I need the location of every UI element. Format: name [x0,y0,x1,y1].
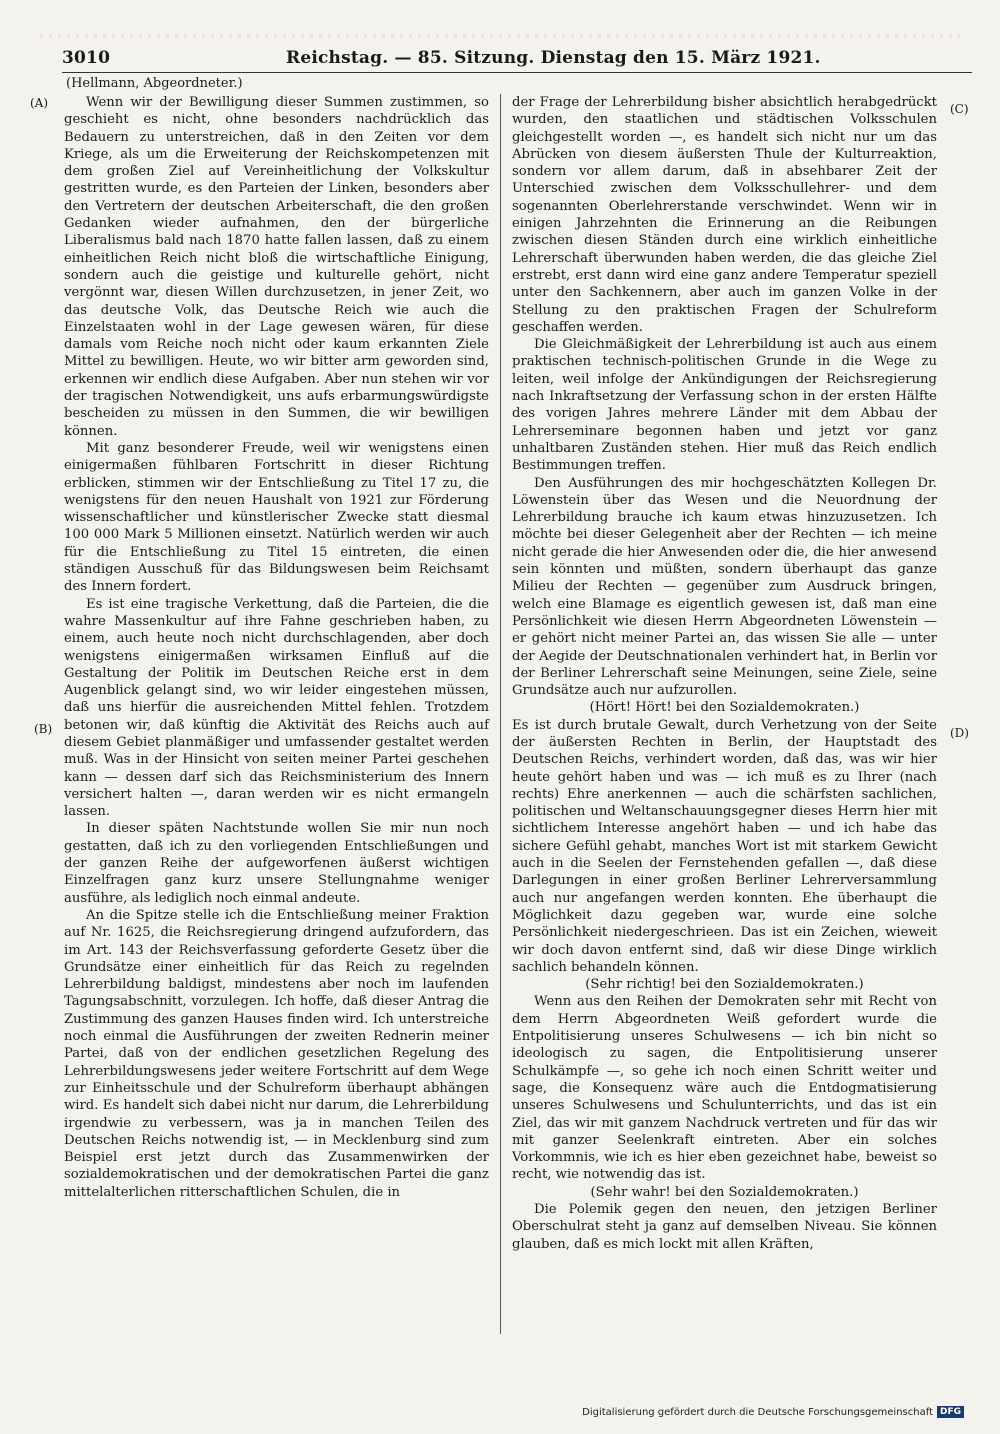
left-column [64,94,489,1201]
margin-mark-d: (D) [950,726,969,740]
page-number: 3010 [62,48,111,68]
paragraph: Den Ausführungen des mir hochgeschätzten Kollegen Dr. Löwenstein über das Wesen und die Neuordnung der Lehrerbildung brauche ich kaum etwas hinzuzusetzen. Ich möchte bei dieser Gelegenheit aber der Rechten — ich meine nicht gerade die hier Anwesenden oder die, die hier anwesend sein könnten und müßten, sondern überhaupt das ganze Milieu der Rechten — gegenüber zum Ausdruck bringen, welch eine Blamage es eigentlich gewesen ist, daß man eine Persönlichkeit wie diesen Herrn Abgeordneten Löwenstein — er gehört nicht meiner Partei an, das wissen Sie alle — unter der Aegide der Deutschnationalen verhindert hat, in Berlin vor der Berliner Lehrerschaft seine Meinungen, seine Ziele, seine Grundsätze auch nur aufzurollen. [512,475,937,699]
header-rule [62,72,972,73]
right-column [512,94,937,1253]
margin-mark-a: (A) [30,96,49,110]
paragraph: In dieser späten Nachtstunde wollen Sie mir nun noch gestatten, daß ich zu den vorliegenden Entschließungen und der ganzen Reihe der aufgeworfenen äußerst wichtigen Einzelfragen ganz kurz unsere Stellungnahme weniger ausführe, als lediglich noch einmal andeute. [64,821,489,906]
margin-mark-b: (B) [34,722,53,736]
paragraph: Wenn aus den Reihen der Demokraten sehr mit Recht von dem Herrn Abgeordneten Weiß gefordert wurde die Entpolitisierung unseres Schulwesens — ich bin nicht so ideologisch zu sagen, die Entpolitisierung unserer Schulkämpfe —, so gehe ich noch einen Schritt weiter und sage, die Konsequenz wäre auch die Entdogmatisierung unseres Schulwesens und Schulunterrichts, und das ist ein Ziel, das wir mit ganzem Nachdruck vertreten und für das wir mit ganzer Seelenkraft eintreten. Aber ein solches Vorkommnis, wie ich es hier eben gezeichnet habe, beweist so recht, wie notwendig das ist. [512,994,937,1183]
margin-mark-c: (C) [950,102,969,116]
digitization-credit [582,1406,964,1418]
paragraph: Die Polemik gegen den neuen, den jetzigen Berliner Oberschulrat steht ja ganz auf demselben Niveau. Sie können glauben, daß es mich lockt mit allen Kräften, [512,1202,937,1252]
dfg-logo: DFG [937,1406,964,1418]
paragraph: Die Gleichmäßigkeit der Lehrerbildung ist auch aus einem praktischen technisch-politischen Grunde in die Wege zu leiten, weil infolge der Ankündigungen der Reichsregierung nach Inkraftsetzung der Verfassung schon in der ersten Hälfte des vorigen Jahres mehrere Länder mit dem Abbau der Lehrerseminare begonnen haben und jetzt vor ganz unhaltbaren Zuständen stehen. Hier muß das Reich endlich Bestimmungen treffen. [512,337,937,474]
column-divider [500,94,501,1334]
page-title: Reichstag. — 85. Sitzung. Dienstag den 15. März 1921. [286,48,821,68]
paragraph: Wenn wir der Bewilligung dieser Summen zustimmen, so geschieht es nicht, ohne besonders nachdrücklich das Bedauern zu unterstreichen, daß in den Zeiten vor dem Kriege, als um die Erweiterung der Reichskompetenzen mit dem großen Ziel auf Vereinheitlichung der Volkskultur gestritten wurde, es den Parteien der Linken, besonders aber den Vertretern der deutschen Arbeiterschaft, die den großen Gedanken wieder aufnahmen, den der bürgerliche Liberalismus bald nach 1870 hatte fallen lassen, daß zu einem einheitlichen Reich nicht bloß die wirtschaftliche Einigung, sondern auch die geistige und kulturelle gehört, nicht vergönnt war, diesen Willen durchzusetzen, in jener Zeit, wo das deutsche Volk, das Deutsche Reich wie auch die Einzelstaaten wohl in der Lage gewesen wären, für diese damals vom Reiche noch nicht oder kaum erkannten Ziele Mittel zu bewilligen. Heute, wo wir bitter arm geworden sind, erkennen wir endlich diese Aufgaben. Aber nun stehen wir vor der tragischen Notwendigkeit, uns aufs erbarmungswürdigste bescheiden zu müssen in den Summen, die wir bewilligen können. [64,95,489,439]
interjection: (Hört! Hört! bei den Sozialdemokraten.) [589,700,860,716]
credit-text: Digitalisierung gefördert durch die Deutsche Forschungsgemeinschaft [582,1406,933,1418]
paragraph: der Frage der Lehrerbildung bisher absichtlich herabgedrückt wurden, den staatlichen und städtischen Volksschulen gleichgestellt worden —, es handelt sich nicht nur um das Abrücken von diesem äußersten Thule der Kulturreaktion, sondern vor allem darum, daß in absehbarer Zeit der Unterschied zwischen dem Volksschullehrer- und dem sogenannten Oberlehrerstande verschwindet. Wenn wir in einigen Jahrzehnten die Erinnerung an die Reibungen zwischen diesen Ständen durch eine wirklich einheitliche Lehrerschaft überwunden haben werden, die das gleiche Ziel erstrebt, erst dann wird eine ganz andere Temperatur speziell unter den Sachkennern, aber auch im ganzen Volke in der Stellung zu den praktischen Fragen der Schulreform geschaffen werden. [512,95,937,335]
interjection: (Sehr wahr! bei den Sozialdemokraten.) [590,1184,859,1200]
speaker-attribution: (Hellmann, Abgeordneter.) [66,76,243,91]
paragraph: An die Spitze stelle ich die Entschließung meiner Fraktion auf Nr. 1625, die Reichsregierung dringend aufzufordern, das im Art. 143 der Reichsverfassung geforderte Gesetz über die Grundsätze einer einheitlich für das Reich zu regelnden Lehrerbildung baldigst, mindestens aber noch im laufenden Tagungsabschnitt, vorzulegen. Ich hoffe, daß dieser Antrag die Zustimmung des ganzen Hauses finden wird. Ich unterstreiche noch einmal die Ausführungen der zweiten Rednerin meiner Partei, daß von der endlichen gesetzlichen Regelung des Lehrerbildungswesens jeder weitere Fortschritt auf dem Wege zur Einheitsschule und der Schulreform überhaupt abhängen wird. Es handelt sich dabei nicht nur darum, die Lehrerbildung irgendwie zu verbessern, was ja in manchen Teilen des Deutschen Reichs notwendig ist, — in Mecklenburg sind zum Beispiel erst jetzt durch das Zusammenwirken der sozialdemokratischen und der demokratischen Partei die ganz mittelalterlichen ritterschaftlichen Schulen, die in [64,907,489,1200]
paragraph: Es ist eine tragische Verkettung, daß die Parteien, die die wahre Massenkultur auf ihre Fahne geschrieben haben, zu einem, auch heute noch nicht durchschlagenden, aber doch wenigstens einigermaßen wirksamen Einfluß auf die Gestaltung der Politik im Deutschen Reiche erst in dem Augenblick gelangt sind, wo wir leider eingestehen müssen, daß uns hierfür die ausreichenden Mittel fehlen. Trotzdem betonen wir, daß künftig die Aktivität des Reichs auch auf diesem Gebiet planmäßiger und umfassender gestaltet werden muß. Was in der Hinsicht von seiten meiner Partei geschehen kann — dessen darf sich das Reichsministerium des Innern versichert halten —, daran werden wir es nicht ermangeln lassen. [64,596,489,820]
paragraph: Mit ganz besonderer Freude, weil wir wenigstens einen einigermaßen fühlbaren Fortschritt in dieser Richtung erblicken, stimmen wir der Entschließung zu Titel 17 zu, die wenigstens für den neuen Haushalt von 1921 zur Förderung wissenschaftlicher und künstlerischer Zwecke statt diesmal 100 000 Mark 5 Millionen einsetzt. Natürlich werden wir auch für die Entschließung zu Titel 15 eintreten, die einen ständigen Ausschuß für das Bildungswesen beim Reichsamt des Innern fordert. [64,440,489,595]
scan-edge-noise [40,34,960,38]
paragraph: Es ist durch brutale Gewalt, durch Verhetzung von der Seite der äußersten Rechten in Berlin, der Hauptstadt des Deutschen Reichs, verhindert worden, daß das, was wir hier heute gehört haben und was — ich muß es zu Ihrer (nach rechts) Ehre anerkennen — auch die schärfsten sachlichen, politischen und Weltanschauungsgegner dieses Herrn hier mit sichtlichem Interesse angehört haben — und ich habe das sichere Gefühl gehabt, manches Wort ist mit starkem Gewicht auch in die Seelen der Fernstehenden gefallen —, daß diese Darlegungen in einer großen Berliner Lehrerversammlung auch nur angefangen werden konnten. Ehe überhaupt die Möglichkeit dazu gegeben war, wurde eine solche Persönlichkeit niedergeschrieen. Das ist ein Zeichen, wieweit wir doch davon entfernt sind, daß wir diese Dinge wirklich sachlich behandeln können. [512,717,937,975]
interjection: (Sehr richtig! bei den Sozialdemokraten.) [585,977,864,993]
